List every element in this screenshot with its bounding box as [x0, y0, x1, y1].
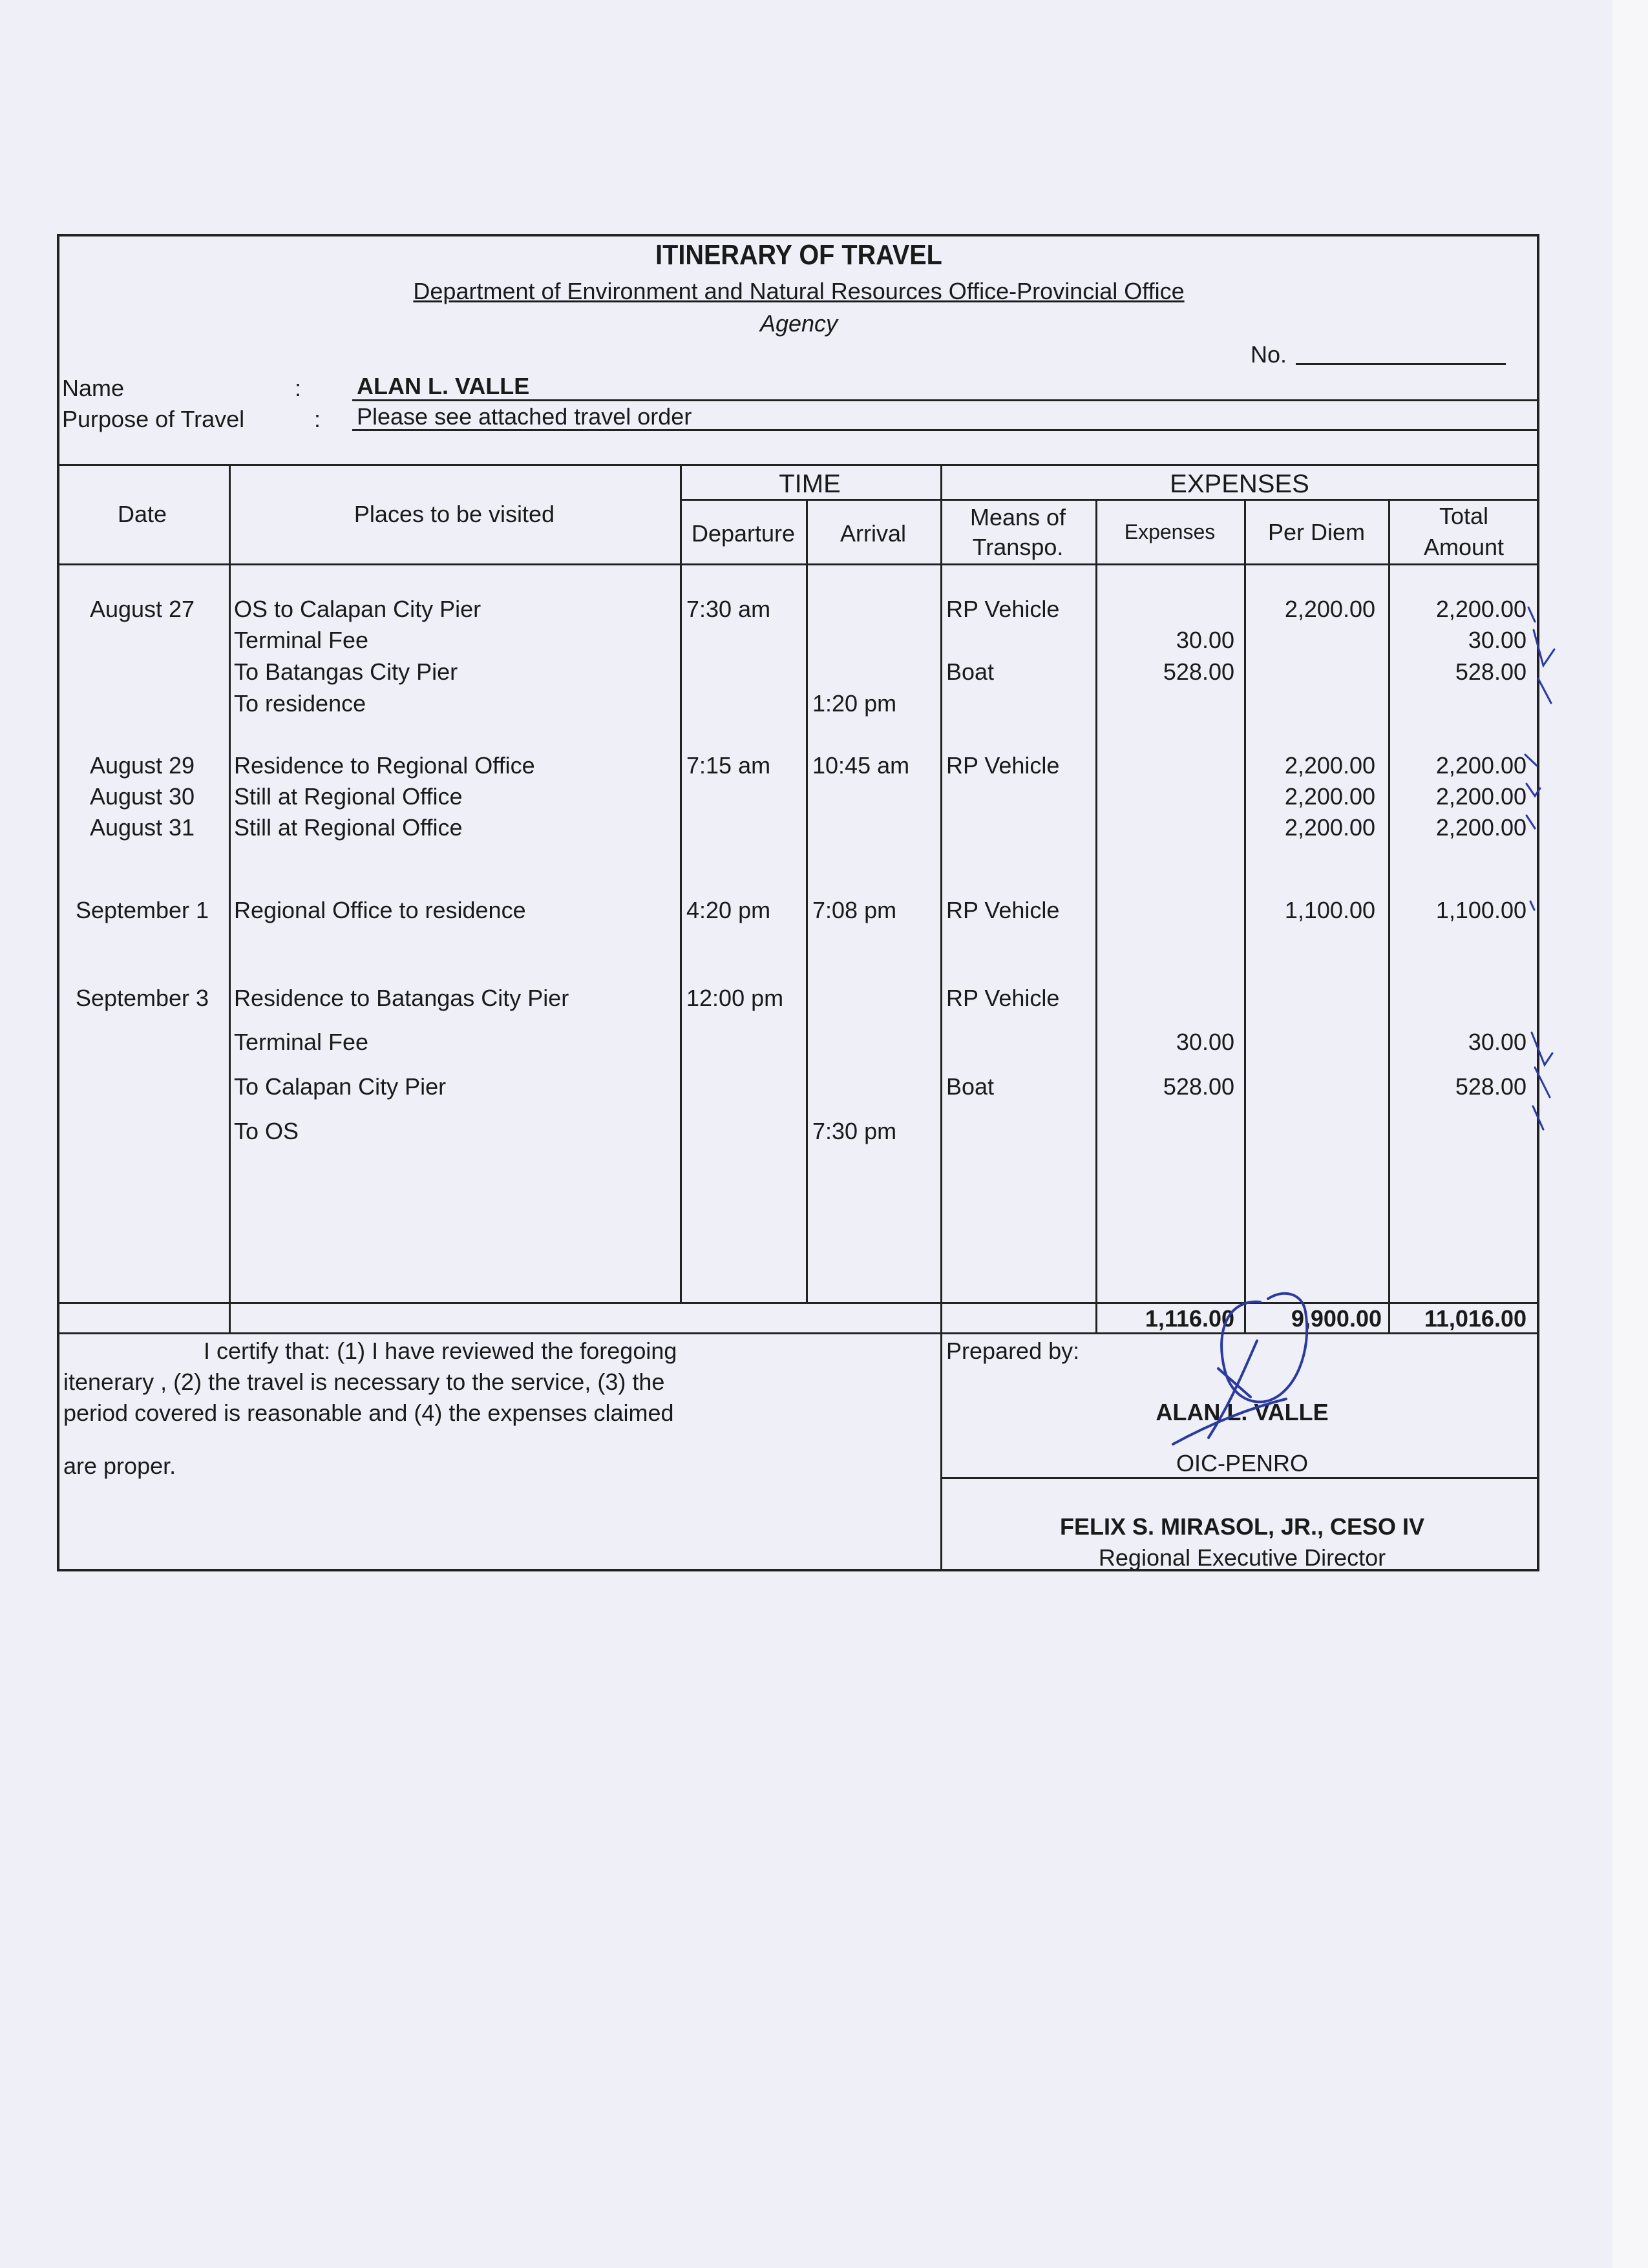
- certification-line2: itenerary , (2) the travel is necessary to the service, (3) the: [63, 1369, 665, 1395]
- name-colon: :: [295, 375, 302, 401]
- row-arrival-cell: 7:08 pm: [812, 897, 897, 923]
- row-means-cell: Boat: [946, 658, 995, 685]
- number-label: No.: [1251, 341, 1287, 368]
- purpose-label: Purpose of Travel: [62, 406, 245, 432]
- col-means-line1: Means of: [969, 504, 1066, 530]
- certification-line3: period covered is reasonable and (4) the expenses claimed: [63, 1400, 674, 1426]
- row-per-diem-cell: 2,200.00: [1284, 814, 1375, 841]
- col-total-line1: Total: [1439, 503, 1489, 529]
- row-per-diem-cell: 2,200.00: [1284, 783, 1375, 810]
- prepared-label: Prepared by:: [946, 1338, 1080, 1364]
- row-expenses-cell: 528.00: [1163, 1073, 1234, 1100]
- prepared-title: OIC-PENRO: [1176, 1450, 1309, 1476]
- row-place-cell: Terminal Fee: [234, 1029, 369, 1055]
- col-departure: Departure: [691, 520, 796, 547]
- row-total-cell: 2,200.00: [1435, 752, 1527, 779]
- document-title: ITINERARY OF TRAVEL: [655, 239, 942, 271]
- certification-line1: I certify that: (1) I have reviewed the foregoing: [204, 1338, 677, 1364]
- col-expenses-group: EXPENSES: [1170, 470, 1309, 498]
- row-arrival-cell: 7:30 pm: [812, 1118, 897, 1144]
- row-departure-cell: 12:00 pm: [686, 985, 784, 1011]
- row-place-cell: To residence: [234, 690, 366, 717]
- row-date-cell: August 30: [89, 783, 195, 810]
- purpose-value: Please see attached travel order: [357, 403, 692, 430]
- row-arrival-cell: 1:20 pm: [812, 690, 897, 717]
- name-label: Name: [62, 375, 125, 401]
- total-per-diem: 9,900.00: [1291, 1305, 1382, 1332]
- row-means-cell: RP Vehicle: [946, 752, 1060, 779]
- row-date-cell: August 31: [89, 814, 195, 841]
- row-place-cell: Residence to Regional Office: [234, 752, 535, 779]
- row-means-cell: RP Vehicle: [946, 897, 1060, 923]
- row-place-cell: Still at Regional Office: [234, 814, 463, 841]
- col-means-line2: Transpo.: [972, 534, 1064, 560]
- row-means-cell: Boat: [946, 1073, 995, 1100]
- row-place-cell: Terminal Fee: [234, 627, 369, 653]
- row-place-cell: Still at Regional Office: [234, 783, 463, 810]
- approver-name: FELIX S. MIRASOL, JR., CESO IV: [1059, 1513, 1425, 1540]
- row-departure-cell: 4:20 pm: [686, 897, 771, 923]
- col-total-line2: Amount: [1423, 534, 1505, 560]
- row-date-cell: August 27: [89, 596, 195, 622]
- row-place-cell: To Calapan City Pier: [234, 1073, 447, 1100]
- row-per-diem-cell: 1,100.00: [1284, 897, 1375, 923]
- row-expenses-cell: 30.00: [1176, 627, 1234, 653]
- name-value: ALAN L. VALLE: [357, 373, 530, 399]
- row-arrival-cell: 10:45 am: [812, 752, 910, 779]
- row-place-cell: OS to Calapan City Pier: [234, 596, 481, 622]
- signature-icon: [1173, 1294, 1307, 1444]
- row-total-cell: 30.00: [1468, 627, 1527, 653]
- row-per-diem-cell: 2,200.00: [1284, 752, 1375, 779]
- approver-title: Regional Executive Director: [1098, 1544, 1386, 1571]
- col-date: Date: [117, 501, 167, 527]
- purpose-colon: :: [314, 406, 321, 432]
- col-time-group: TIME: [779, 470, 841, 498]
- row-date-cell: September 1: [75, 897, 209, 923]
- row-place-cell: To Batangas City Pier: [234, 658, 458, 685]
- total-expenses: 1,116.00: [1145, 1305, 1234, 1332]
- row-date-cell: August 29: [89, 752, 195, 779]
- col-places: Places to be visited: [354, 501, 555, 527]
- col-per-diem: Per Diem: [1267, 519, 1366, 545]
- total-amount: 11,016.00: [1424, 1305, 1527, 1332]
- row-total-cell: 528.00: [1455, 658, 1527, 685]
- col-expenses: Expenses: [1124, 520, 1216, 543]
- row-total-cell: 1,100.00: [1435, 897, 1527, 923]
- row-place-cell: Regional Office to residence: [234, 897, 526, 923]
- col-arrival: Arrival: [840, 520, 907, 547]
- row-date-cell: September 3: [75, 985, 209, 1011]
- row-departure-cell: 7:30 am: [686, 596, 771, 622]
- row-place-cell: To OS: [234, 1118, 299, 1144]
- row-total-cell: 2,200.00: [1435, 814, 1527, 841]
- row-means-cell: RP Vehicle: [946, 596, 1060, 622]
- row-total-cell: 30.00: [1468, 1029, 1527, 1055]
- row-means-cell: RP Vehicle: [946, 985, 1060, 1011]
- certification-line4: are proper.: [63, 1453, 176, 1479]
- row-expenses-cell: 528.00: [1163, 658, 1234, 685]
- row-place-cell: Residence to Batangas City Pier: [234, 985, 569, 1011]
- row-total-cell: 2,200.00: [1435, 783, 1527, 810]
- agency-label: Agency: [759, 310, 838, 337]
- row-total-cell: 2,200.00: [1435, 596, 1527, 622]
- row-departure-cell: 7:15 am: [686, 752, 771, 779]
- row-total-cell: 528.00: [1455, 1073, 1527, 1100]
- office-name: Department of Environment and Natural Resources Office-Provincial Office: [413, 278, 1185, 304]
- check-marks: [1525, 607, 1554, 1129]
- prepared-name: ALAN L. VALLE: [1156, 1399, 1329, 1425]
- row-per-diem-cell: 2,200.00: [1284, 596, 1375, 622]
- row-expenses-cell: 30.00: [1176, 1029, 1234, 1055]
